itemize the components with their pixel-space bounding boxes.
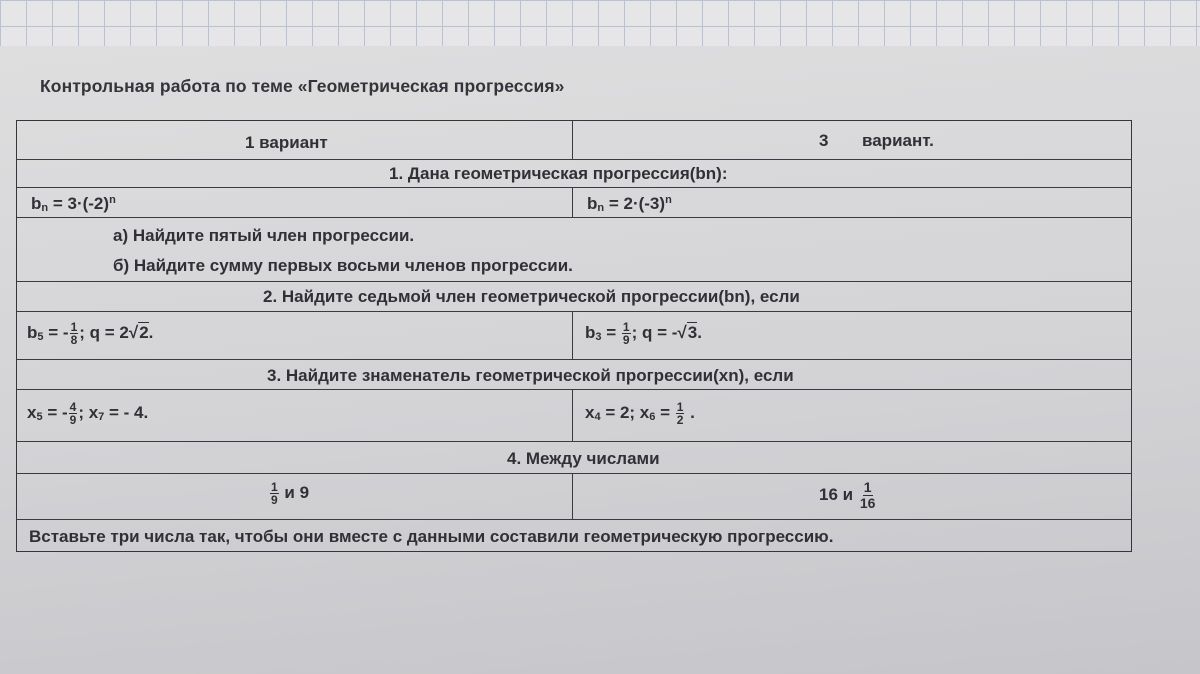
task2-left-formula: $b_5$ = - $\frac{1}{8}$ ; q = 2√2.: [27, 320, 154, 347]
task1-heading-row: [17, 159, 1131, 187]
sqrt-sign-icon: √: [677, 322, 687, 342]
task4-instruction: Вставьте три числа так, чтобы они вместе с данными составили геометрическую прогрессию.: [29, 527, 834, 546]
task3-formula-row: [17, 389, 1131, 441]
task2-right-formula: $b_3$ = $\frac{1}{9}$ ; q = -√3.: [585, 320, 702, 347]
task1-right-formula: $b_n = 2\cdot(-3)^n$: [587, 194, 672, 214]
sqrt-sign-icon: √: [128, 322, 139, 342]
task4-right-numbers: 16 и $\frac{1}{16}$: [819, 479, 876, 511]
task1-formula-row: [17, 187, 1131, 217]
variant-3-label: вариант.: [862, 131, 934, 150]
task4-numbers-row: [17, 473, 1131, 519]
task1-right-cell: [573, 188, 1131, 217]
variant-1-label: 1 вариант: [245, 133, 328, 152]
task3-left-formula: $x_5$ = - $\frac{4}{9}$ ; $x_7$ = - 4.: [27, 400, 149, 427]
fraction: $\frac{4}{9}$: [69, 400, 77, 427]
task4-left-cell: [17, 474, 573, 519]
task4-right-cell: [573, 474, 1131, 519]
fraction: $\frac{1}{16}$: [859, 479, 876, 511]
task4-instruction-row: [17, 519, 1131, 551]
task3-heading-row: [17, 359, 1131, 389]
task1-item-a: а) Найдите пятый член прогрессии.: [113, 226, 415, 245]
fraction: $\frac{1}{8}$: [70, 320, 78, 347]
task1-heading: 1. Дана геометрическая прогрессия(bn):: [389, 164, 728, 183]
task1-item-b: б) Найдите сумму первых восьми членов прогрессии.: [113, 256, 573, 275]
variant-3-cell: [573, 121, 1131, 159]
graph-paper-strip: [0, 0, 1200, 50]
task1-left-cell: [17, 188, 573, 217]
task2-left-cell: [17, 312, 573, 359]
assignment-table: [16, 120, 1132, 552]
page-title: Контрольная работа по теме «Геометрическая прогрессия»: [40, 76, 565, 96]
task2-formula-row: [17, 311, 1131, 359]
task2-heading: 2. Найдите седьмой член геометрической прогрессии(bn), если: [263, 287, 800, 306]
task3-right-cell: [573, 390, 1131, 441]
task4-heading-row: [17, 441, 1131, 473]
variants-row: [17, 121, 1131, 159]
variant-1-cell: [17, 121, 573, 159]
fraction: $\frac{1}{2}$: [676, 400, 684, 427]
task1-items-row: [17, 217, 1131, 281]
fraction: $\frac{1}{9}$: [622, 320, 630, 347]
task4-left-numbers: $\frac{1}{9}$ и 9: [271, 480, 310, 507]
task3-left-cell: [17, 390, 573, 441]
task4-heading: 4. Между числами: [507, 449, 660, 468]
fraction: $\frac{1}{9}$: [271, 480, 278, 507]
task2-right-cell: [573, 312, 1131, 359]
task3-right-formula: $x_4 = 2$; $x_6$ = $\frac{1}{2}$ .: [585, 400, 695, 427]
variant-3-number: 3: [819, 131, 829, 150]
task1-left-formula: $b_n = 3\cdot(-2)^n$: [31, 194, 116, 214]
task2-heading-row: [17, 281, 1131, 311]
task3-heading: 3. Найдите знаменатель геометрической прогрессии(xn), если: [267, 366, 794, 385]
